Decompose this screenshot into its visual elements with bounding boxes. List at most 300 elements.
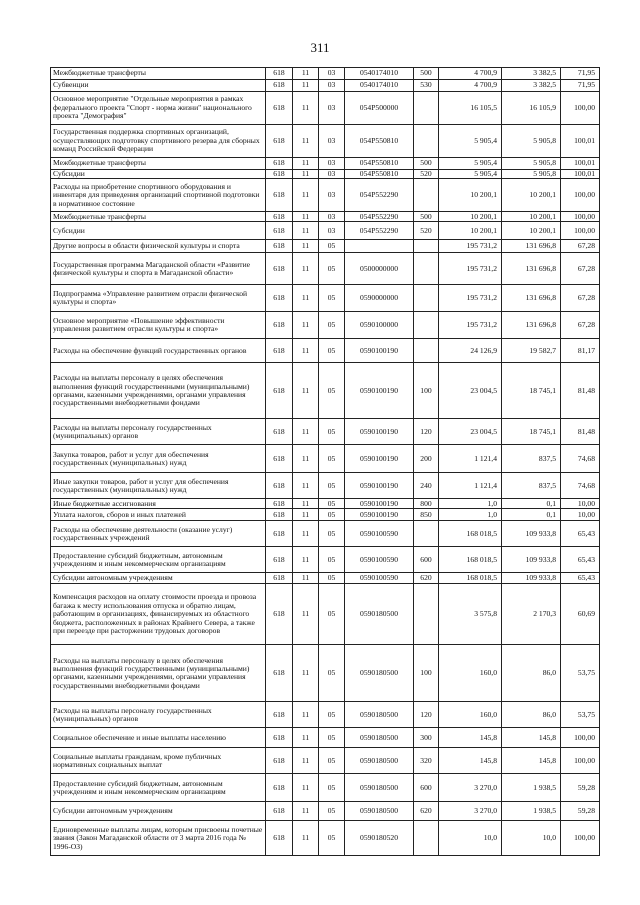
row-planned: 3 575,8	[439, 584, 502, 645]
row-percent: 81,48	[561, 419, 600, 445]
row-planned: 10 200,1	[439, 179, 502, 212]
row-expense-type	[414, 92, 439, 125]
row-section: 11	[293, 473, 319, 499]
row-subsection: 05	[319, 702, 345, 728]
row-target-article: 0590100190	[345, 499, 414, 509]
row-planned: 5 905,4	[439, 125, 502, 158]
row-section: 11	[293, 240, 319, 253]
row-subsection: 05	[319, 473, 345, 499]
row-section: 11	[293, 363, 319, 419]
table-row	[51, 802, 600, 821]
row-target-article: 0540174010	[345, 68, 414, 80]
row-target-article: 054P500000	[345, 92, 414, 125]
row-expense-type: 120	[414, 702, 439, 728]
row-executed: 18 745,1	[502, 419, 561, 445]
row-executed: 145,8	[502, 748, 561, 774]
row-planned: 24 126,9	[439, 339, 502, 363]
row-ved: 618	[266, 285, 293, 312]
row-ved: 618	[266, 802, 293, 821]
table-row	[51, 419, 600, 445]
row-target-article: 0590100190	[345, 363, 414, 419]
table-row	[51, 573, 600, 584]
table-row	[51, 774, 600, 802]
table-row	[51, 158, 600, 170]
row-executed: 109 933,8	[502, 521, 561, 547]
row-section: 11	[293, 645, 319, 702]
table-row	[51, 584, 600, 645]
row-expense-type	[414, 312, 439, 339]
row-subsection: 05	[319, 419, 345, 445]
row-expense-type: 200	[414, 445, 439, 473]
row-planned: 10 200,1	[439, 212, 502, 222]
row-planned: 145,8	[439, 748, 502, 774]
row-target-article: 0590180500	[345, 802, 414, 821]
row-subsection: 03	[319, 92, 345, 125]
row-executed: 3 382,5	[502, 68, 561, 80]
row-ved: 618	[266, 821, 293, 856]
budget-table-body	[51, 68, 600, 856]
row-planned: 10 200,1	[439, 222, 502, 240]
row-section: 11	[293, 748, 319, 774]
row-expense-type	[414, 179, 439, 212]
row-name: Государственная программа Магаданской области «Развитие физической культуры и спорта в Магаданской области»	[51, 253, 266, 285]
row-subsection: 03	[319, 222, 345, 240]
table-row	[51, 222, 600, 240]
row-planned: 23 004,5	[439, 419, 502, 445]
row-name: Уплата налогов, сборов и иных платежей	[51, 509, 266, 521]
row-percent: 10,00	[561, 509, 600, 521]
row-target-article: 0590100590	[345, 521, 414, 547]
row-percent: 100,00	[561, 821, 600, 856]
row-expense-type: 500	[414, 158, 439, 170]
row-planned: 10,0	[439, 821, 502, 856]
row-planned: 3 270,0	[439, 774, 502, 802]
table-row	[51, 212, 600, 222]
row-percent: 100,00	[561, 179, 600, 212]
table-row	[51, 339, 600, 363]
row-name: Подпрограмма «Управление развитием отрасли физической культуры и спорта»	[51, 285, 266, 312]
row-name: Другие вопросы в области физической культуры и спорта	[51, 240, 266, 253]
row-expense-type	[414, 125, 439, 158]
row-subsection: 05	[319, 573, 345, 584]
row-percent: 71,95	[561, 80, 600, 92]
row-ved: 618	[266, 419, 293, 445]
table-row	[51, 80, 600, 92]
row-percent: 81,48	[561, 363, 600, 419]
row-ved: 618	[266, 312, 293, 339]
row-executed: 131 696,8	[502, 253, 561, 285]
row-planned: 23 004,5	[439, 363, 502, 419]
table-row	[51, 92, 600, 125]
row-subsection: 03	[319, 158, 345, 170]
row-target-article: 0590100190	[345, 339, 414, 363]
row-expense-type: 600	[414, 774, 439, 802]
row-percent: 100,00	[561, 212, 600, 222]
row-expense-type: 600	[414, 547, 439, 573]
row-expense-type: 100	[414, 645, 439, 702]
row-subsection: 03	[319, 80, 345, 92]
table-row	[51, 645, 600, 702]
row-percent: 100,00	[561, 92, 600, 125]
row-section: 11	[293, 584, 319, 645]
row-planned: 1 121,4	[439, 473, 502, 499]
row-percent: 67,28	[561, 253, 600, 285]
table-row	[51, 728, 600, 748]
row-ved: 618	[266, 573, 293, 584]
row-section: 11	[293, 92, 319, 125]
row-ved: 618	[266, 158, 293, 170]
row-expense-type: 100	[414, 363, 439, 419]
row-planned: 3 270,0	[439, 802, 502, 821]
row-name: Основное мероприятие «Повышение эффективности управления развитием отрасли культуры и спорта»	[51, 312, 266, 339]
row-target-article: 054P552290	[345, 212, 414, 222]
row-planned: 4 700,9	[439, 68, 502, 80]
row-target-article: 0590100190	[345, 419, 414, 445]
row-expense-type: 620	[414, 573, 439, 584]
row-name: Социальные выплаты гражданам, кроме публичных нормативных социальных выплат	[51, 748, 266, 774]
row-percent: 65,43	[561, 573, 600, 584]
row-planned: 195 731,2	[439, 312, 502, 339]
table-row	[51, 748, 600, 774]
row-subsection: 05	[319, 339, 345, 363]
row-percent: 53,75	[561, 645, 600, 702]
row-ved: 618	[266, 80, 293, 92]
row-section: 11	[293, 774, 319, 802]
row-ved: 618	[266, 584, 293, 645]
row-target-article	[345, 240, 414, 253]
table-row	[51, 253, 600, 285]
table-row	[51, 125, 600, 158]
row-section: 11	[293, 285, 319, 312]
row-percent: 59,28	[561, 802, 600, 821]
row-executed: 0,1	[502, 499, 561, 509]
row-subsection: 05	[319, 363, 345, 419]
row-percent: 74,68	[561, 473, 600, 499]
row-target-article: 0500000000	[345, 253, 414, 285]
row-percent: 67,28	[561, 285, 600, 312]
row-executed: 10 200,1	[502, 212, 561, 222]
row-section: 11	[293, 573, 319, 584]
row-target-article: 0590180500	[345, 584, 414, 645]
row-planned: 145,8	[439, 728, 502, 748]
row-executed: 109 933,8	[502, 547, 561, 573]
row-executed: 1 938,5	[502, 802, 561, 821]
row-section: 11	[293, 170, 319, 179]
row-target-article: 0590100190	[345, 509, 414, 521]
row-target-article: 0590180500	[345, 774, 414, 802]
row-section: 11	[293, 445, 319, 473]
row-percent: 59,28	[561, 774, 600, 802]
row-ved: 618	[266, 212, 293, 222]
row-expense-type: 500	[414, 212, 439, 222]
row-planned: 168 018,5	[439, 573, 502, 584]
row-ved: 618	[266, 253, 293, 285]
row-name: Единовременные выплаты лицам, которым присвоены почетные звания (Закон Магаданской области от 3 марта 2016 года № 1996-ОЗ)	[51, 821, 266, 856]
row-executed: 10 200,1	[502, 179, 561, 212]
row-executed: 19 582,7	[502, 339, 561, 363]
row-percent: 60,69	[561, 584, 600, 645]
row-target-article: 054P550810	[345, 125, 414, 158]
row-subsection: 05	[319, 445, 345, 473]
row-name: Расходы на выплаты персоналу в целях обеспечения выполнения функций государственными (муниципальными) органами, казенными учреждениями, органами управления государственными внебюджетными фондами	[51, 645, 266, 702]
budget-table	[50, 67, 600, 856]
row-percent: 65,43	[561, 521, 600, 547]
row-planned: 160,0	[439, 645, 502, 702]
row-section: 11	[293, 80, 319, 92]
row-expense-type: 320	[414, 748, 439, 774]
row-ved: 618	[266, 92, 293, 125]
row-executed: 837,5	[502, 445, 561, 473]
row-executed: 145,8	[502, 728, 561, 748]
row-name: Расходы на выплаты персоналу государственных (муниципальных) органов	[51, 419, 266, 445]
row-ved: 618	[266, 240, 293, 253]
row-percent: 67,28	[561, 240, 600, 253]
row-executed: 109 933,8	[502, 573, 561, 584]
row-section: 11	[293, 419, 319, 445]
row-section: 11	[293, 339, 319, 363]
table-row	[51, 68, 600, 80]
table-row	[51, 499, 600, 509]
row-section: 11	[293, 802, 319, 821]
row-section: 11	[293, 222, 319, 240]
row-executed: 3 382,5	[502, 80, 561, 92]
row-percent: 53,75	[561, 702, 600, 728]
row-subsection: 05	[319, 253, 345, 285]
row-planned: 1 121,4	[439, 445, 502, 473]
row-subsection: 05	[319, 728, 345, 748]
row-section: 11	[293, 179, 319, 212]
row-subsection: 03	[319, 68, 345, 80]
row-planned: 4 700,9	[439, 80, 502, 92]
row-target-article: 054P550810	[345, 170, 414, 179]
row-subsection: 03	[319, 179, 345, 212]
row-ved: 618	[266, 748, 293, 774]
row-planned: 1,0	[439, 509, 502, 521]
row-executed: 131 696,8	[502, 285, 561, 312]
row-target-article: 0590100590	[345, 573, 414, 584]
row-ved: 618	[266, 702, 293, 728]
row-section: 11	[293, 728, 319, 748]
row-target-article: 0590180500	[345, 702, 414, 728]
row-subsection: 05	[319, 547, 345, 573]
row-section: 11	[293, 212, 319, 222]
row-executed: 5 905,8	[502, 125, 561, 158]
row-percent: 100,01	[561, 125, 600, 158]
row-target-article: 0590180500	[345, 748, 414, 774]
row-expense-type	[414, 240, 439, 253]
row-name: Иные закупки товаров, работ и услуг для обеспечения государственных (муниципальных) нужд	[51, 473, 266, 499]
row-executed: 2 170,3	[502, 584, 561, 645]
row-subsection: 05	[319, 499, 345, 509]
row-section: 11	[293, 702, 319, 728]
row-name: Межбюджетные трансферты	[51, 212, 266, 222]
row-expense-type: 300	[414, 728, 439, 748]
row-subsection: 05	[319, 509, 345, 521]
row-name: Субсидии автономным учреждениям	[51, 802, 266, 821]
row-executed: 5 905,8	[502, 170, 561, 179]
row-planned: 160,0	[439, 702, 502, 728]
table-row	[51, 473, 600, 499]
row-section: 11	[293, 68, 319, 80]
page-number: 311	[310, 40, 330, 55]
row-expense-type	[414, 584, 439, 645]
table-row	[51, 821, 600, 856]
row-subsection: 05	[319, 584, 345, 645]
row-percent: 100,00	[561, 222, 600, 240]
row-executed: 18 745,1	[502, 363, 561, 419]
row-ved: 618	[266, 170, 293, 179]
row-executed: 86,0	[502, 702, 561, 728]
row-executed: 10 200,1	[502, 222, 561, 240]
table-row	[51, 547, 600, 573]
row-section: 11	[293, 547, 319, 573]
row-section: 11	[293, 521, 319, 547]
row-target-article: 0590100190	[345, 473, 414, 499]
row-target-article: 0590100000	[345, 312, 414, 339]
row-name: Межбюджетные трансферты	[51, 158, 266, 170]
row-planned: 5 905,4	[439, 170, 502, 179]
row-ved: 618	[266, 547, 293, 573]
row-target-article: 0590180500	[345, 728, 414, 748]
row-subsection: 05	[319, 240, 345, 253]
row-ved: 618	[266, 473, 293, 499]
row-name: Компенсация расходов на оплату стоимости проезда и провоза багажа к месту использования отпуска и обратно лицам, работающим в организациях, финансируемых из областного бюджета, расположенных в районах Крайнего Севера, а также при переезде при расторжении трудовых договоров	[51, 584, 266, 645]
row-expense-type: 120	[414, 419, 439, 445]
row-section: 11	[293, 312, 319, 339]
row-percent: 74,68	[561, 445, 600, 473]
row-target-article: 0590100590	[345, 547, 414, 573]
row-percent: 10,00	[561, 499, 600, 509]
row-name: Государственная поддержка спортивных организаций, осуществляющих подготовку спортивного резерва для сборных команд Российской Федерации	[51, 125, 266, 158]
row-ved: 618	[266, 339, 293, 363]
row-target-article: 054P550810	[345, 158, 414, 170]
row-executed: 10,0	[502, 821, 561, 856]
row-expense-type: 800	[414, 499, 439, 509]
row-subsection: 05	[319, 774, 345, 802]
row-name: Социальное обеспечение и иные выплаты населению	[51, 728, 266, 748]
row-subsection: 05	[319, 748, 345, 774]
row-section: 11	[293, 125, 319, 158]
table-row	[51, 170, 600, 179]
row-percent: 100,00	[561, 728, 600, 748]
table-row	[51, 509, 600, 521]
row-name: Основное мероприятие "Отдельные мероприятия в рамках федерального проекта "Спорт - норма жизни" национального проекта "Демография"	[51, 92, 266, 125]
table-row	[51, 702, 600, 728]
row-subsection: 05	[319, 312, 345, 339]
row-expense-type: 500	[414, 68, 439, 80]
row-expense-type: 530	[414, 80, 439, 92]
row-subsection: 03	[319, 125, 345, 158]
row-planned: 1,0	[439, 499, 502, 509]
row-expense-type: 520	[414, 222, 439, 240]
row-name: Расходы на приобретение спортивного оборудования и инвентаря для приведения организаций спортивной подготовки в нормативное состояние	[51, 179, 266, 212]
row-name: Субсидии	[51, 170, 266, 179]
row-name: Расходы на выплаты персоналу в целях обеспечения выполнения функций государственными (муниципальными) органами, казенными учреждениями, органами управления государственными внебюджетными фондами	[51, 363, 266, 419]
row-percent: 81,17	[561, 339, 600, 363]
row-section: 11	[293, 509, 319, 521]
row-planned: 168 018,5	[439, 521, 502, 547]
row-subsection: 03	[319, 170, 345, 179]
row-subsection: 05	[319, 821, 345, 856]
row-ved: 618	[266, 363, 293, 419]
row-percent: 100,01	[561, 170, 600, 179]
row-ved: 618	[266, 68, 293, 80]
row-ved: 618	[266, 728, 293, 748]
table-row	[51, 285, 600, 312]
row-expense-type	[414, 285, 439, 312]
row-ved: 618	[266, 499, 293, 509]
row-expense-type	[414, 821, 439, 856]
row-planned: 195 731,2	[439, 253, 502, 285]
row-executed: 0,1	[502, 509, 561, 521]
row-executed: 86,0	[502, 645, 561, 702]
row-subsection: 05	[319, 802, 345, 821]
row-percent: 100,01	[561, 158, 600, 170]
row-name: Расходы на выплаты персоналу государственных (муниципальных) органов	[51, 702, 266, 728]
row-planned: 168 018,5	[439, 547, 502, 573]
row-subsection: 05	[319, 521, 345, 547]
row-target-article: 0590180520	[345, 821, 414, 856]
row-name: Субсидии	[51, 222, 266, 240]
row-name: Предоставление субсидий бюджетным, автономным учреждениям и иным некоммерческим организациям	[51, 547, 266, 573]
row-planned: 195 731,2	[439, 285, 502, 312]
row-target-article: 0590180500	[345, 645, 414, 702]
row-executed: 131 696,8	[502, 312, 561, 339]
row-name: Межбюджетные трансферты	[51, 68, 266, 80]
row-target-article: 0590000000	[345, 285, 414, 312]
table-row	[51, 240, 600, 253]
row-percent: 100,00	[561, 748, 600, 774]
row-name: Субсидии автономным учреждениям	[51, 573, 266, 584]
row-name: Субвенции	[51, 80, 266, 92]
row-target-article: 0540174010	[345, 80, 414, 92]
row-section: 11	[293, 499, 319, 509]
table-row	[51, 445, 600, 473]
row-name: Предоставление субсидий бюджетным, автономным учреждениям и иным некоммерческим организациям	[51, 774, 266, 802]
row-ved: 618	[266, 179, 293, 212]
row-target-article: 054P552290	[345, 222, 414, 240]
row-subsection: 03	[319, 212, 345, 222]
table-row	[51, 179, 600, 212]
row-expense-type	[414, 339, 439, 363]
row-percent: 67,28	[561, 312, 600, 339]
row-ved: 618	[266, 509, 293, 521]
row-expense-type: 620	[414, 802, 439, 821]
row-planned: 16 105,5	[439, 92, 502, 125]
row-executed: 1 938,5	[502, 774, 561, 802]
row-ved: 618	[266, 774, 293, 802]
row-planned: 195 731,2	[439, 240, 502, 253]
row-section: 11	[293, 821, 319, 856]
table-row	[51, 363, 600, 419]
row-percent: 65,43	[561, 547, 600, 573]
row-target-article: 0590100190	[345, 445, 414, 473]
row-subsection: 05	[319, 645, 345, 702]
row-ved: 618	[266, 222, 293, 240]
table-row	[51, 521, 600, 547]
row-section: 11	[293, 158, 319, 170]
row-percent: 71,95	[561, 68, 600, 80]
row-name: Расходы на обеспечение деятельности (оказание услуг) государственных учреждений	[51, 521, 266, 547]
row-name: Иные бюджетные ассигнования	[51, 499, 266, 509]
row-ved: 618	[266, 645, 293, 702]
row-section: 11	[293, 253, 319, 285]
row-expense-type	[414, 521, 439, 547]
row-expense-type: 850	[414, 509, 439, 521]
row-name: Расходы на обеспечение функций государственных органов	[51, 339, 266, 363]
row-target-article: 054P552290	[345, 179, 414, 212]
row-expense-type	[414, 253, 439, 285]
